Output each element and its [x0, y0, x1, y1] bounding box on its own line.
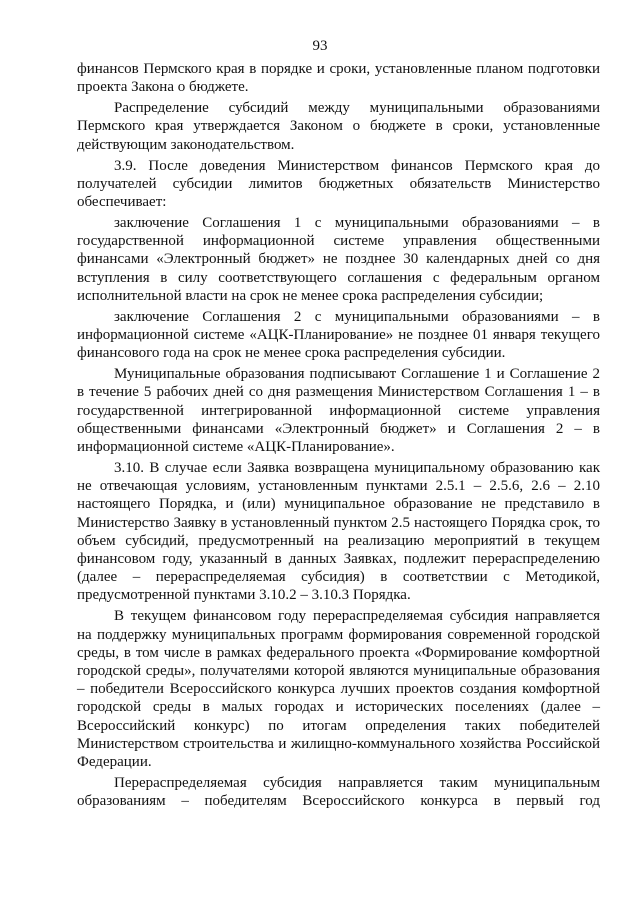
paragraph-6: Муниципальные образования подписывают Соглашение 1 и Соглашение 2 в течение 5 рабочих дней со дня размещения Министерством Соглашения 1 – в государственной интегрированной информационной системе управления общественными финансами «Электронный бюджет» и Соглашения 2 – в информационной системе «АЦК-Планирование». — [77, 366, 600, 456]
paragraph-4: заключение Соглашения 1 с муниципальными образованиями – в государственной информационной системе управления общественными финансами «Электронный бюджет» не позднее 30 календарных дней со дня вступления в силу соответствующего соглашения с федеральным органом исполнительной власти на срок не менее срока распределения субсидии; — [77, 215, 600, 304]
paragraph-7: 3.10. В случае если Заявка возвращена муниципальному образованию как не отвечающая условиям, установленным пунктами 2.5.1 – 2.5.6, 2.6 – 2.10 настоящего Порядка, и (или) муниципальное образование не представило в Министерство Заявку в установленный пунктом 2.5 настоящего Порядка срок, то объем субсидий, предусмотренный на реализацию мероприятий в текущем финансовом году, указанный в данных Заявках, подлежит перераспределению (далее – перераспределяемая субсидия) в соответствии с Методикой, предусмотренной пунктами 3.10.2 – 3.10.3 Порядка. — [77, 460, 600, 604]
body-text — [77, 60, 600, 813]
paragraph-8: В текущем финансовом году перераспределяемая субсидия направляется на поддержку муниципальных программ формирования современной городской среды, в том числе в рамках федерального проекта «Формирование комфортной городской среды», получателями которой являются муниципальные образования – победители Всероссийского конкурса лучших проектов создания комфортной городской среды в малых городах и исторических поселениях (далее – Всероссийский конкурс) по итогам определения таких победителей Министерством строительства и жилищно-коммунального хозяйства Российской Федерации. — [77, 608, 600, 771]
paragraph-3: 3.9. После доведения Министерством финансов Пермского края до получателей субсидии лимитов бюджетных обязательств Министерство обеспечивает: — [77, 157, 600, 211]
paragraph-9: Перераспределяемая субсидия направляется таким муниципальным образованиям – победителям Всероссийского конкурса в первый год — [77, 775, 600, 810]
paragraph-1: финансов Пермского края в порядке и сроки, установленные планом подготовки проекта Закона о бюджете. — [77, 61, 600, 96]
page-number: 93 — [312, 38, 328, 54]
paragraph-2: Распределение субсидий между муниципальными образованиями Пермского края утверждается Законом о бюджете в сроки, установленные действующим законодательством. — [77, 100, 600, 153]
paragraph-5: заключение Соглашения 2 с муниципальными образованиями – в информационной системе «АЦК-Планирование» не позднее 01 января текущего финансового года на срок не менее срока распределения субсидии. — [77, 308, 600, 362]
